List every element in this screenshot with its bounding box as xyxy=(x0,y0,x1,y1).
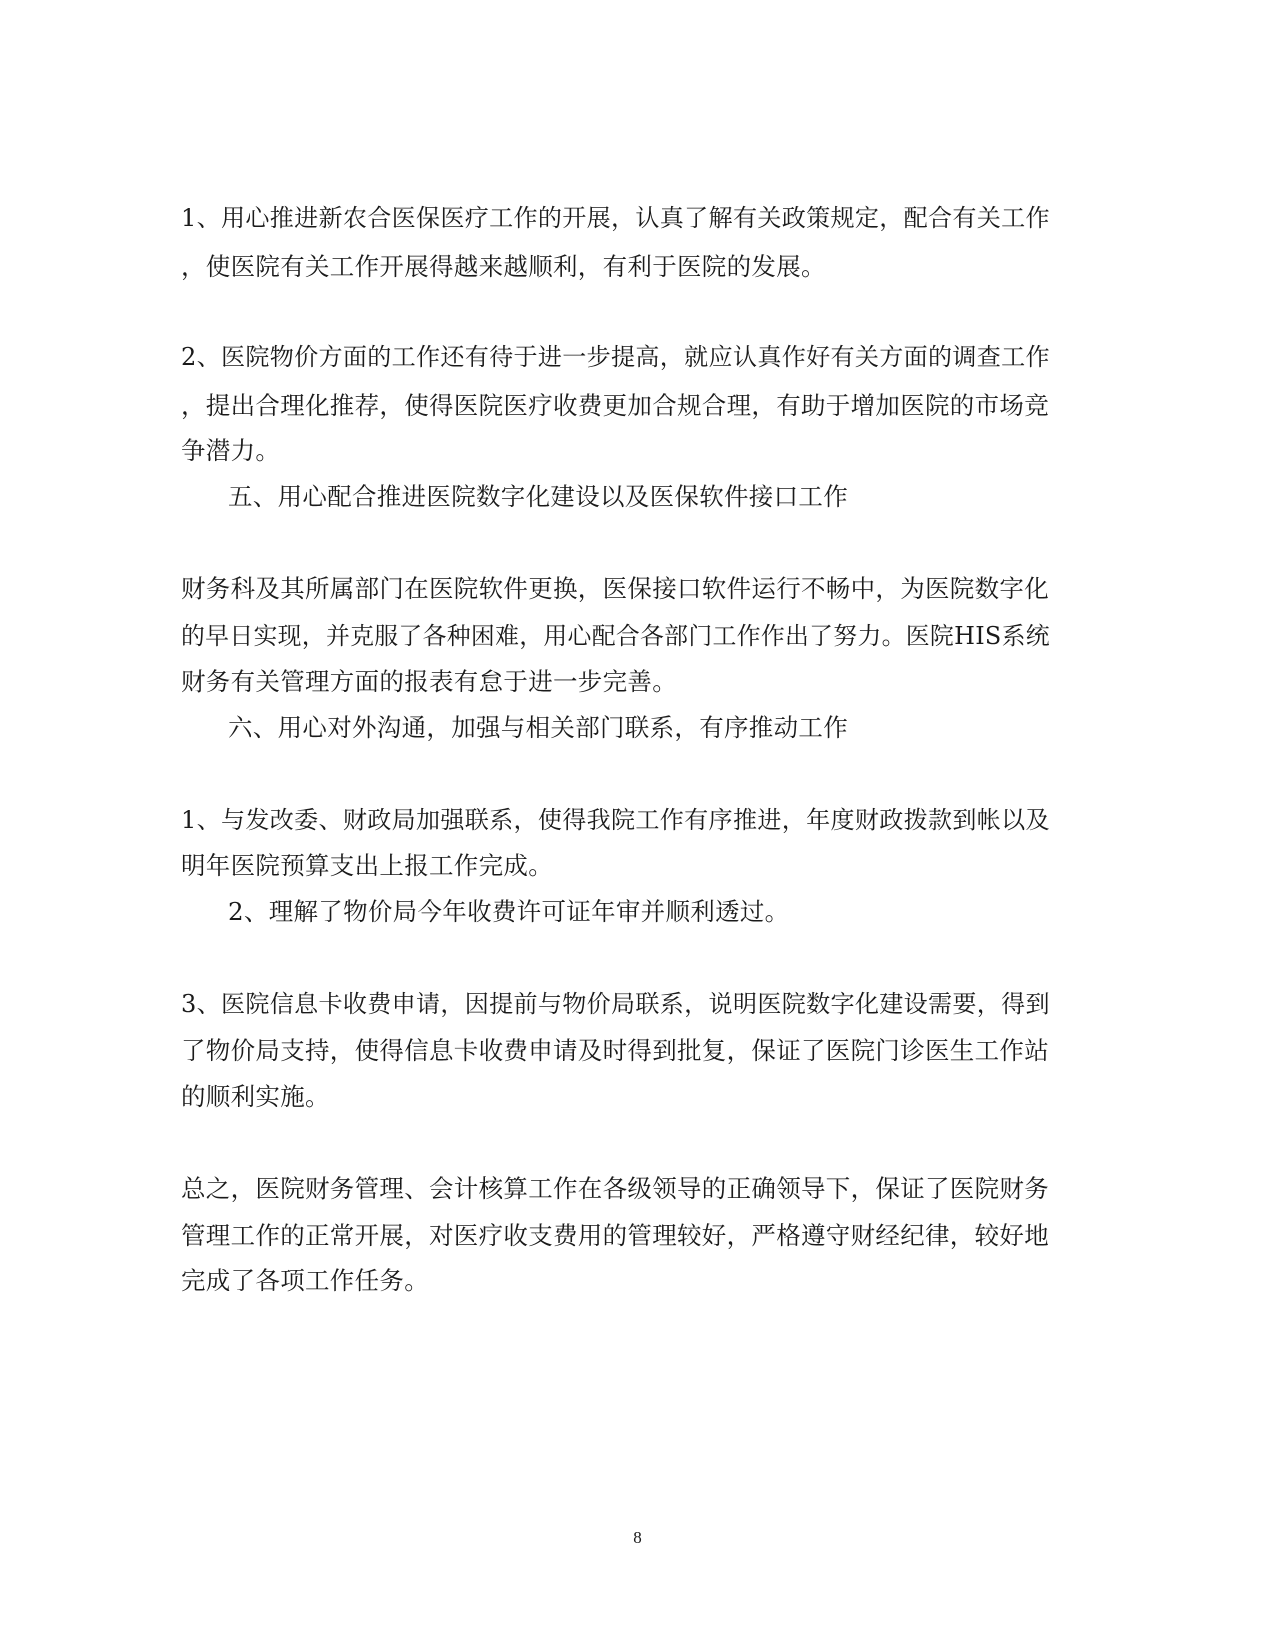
text-line: 财务科及其所属部门在医院软件更换，医保接口软件运行不畅中，为医院数字化 xyxy=(181,574,1049,603)
text-line: 1、用心推进新农合医保医疗工作的开展，认真了解有关政策规定，配合有关工作 xyxy=(181,204,1050,232)
text-line: 管理工作的正常开展，对医疗收支费用的管理较好，严格遵守财经纪律，较好地 xyxy=(181,1221,1049,1250)
text-line: 财务有关管理方面的报表有怠于进一步完善。 xyxy=(181,667,677,696)
section-heading: 六、用心对外沟通，加强与相关部门联系，有序推动工作 xyxy=(228,713,848,742)
text-line: 3、医院信息卡收费申请，因提前与物价局联系，说明医院数字化建设需要，得到 xyxy=(181,990,1050,1018)
text-line: ，提出合理化推荐，使得医院医疗收费更加合规合理，有助于增加医院的市场竞 xyxy=(181,391,1049,420)
text-line: 争潜力。 xyxy=(181,436,281,465)
text-line: 完成了各项工作任务。 xyxy=(181,1266,429,1295)
page-number: 8 xyxy=(633,1528,642,1547)
text-line: 了物价局支持，使得信息卡收费申请及时得到批复，保证了医院门诊医生工作站 xyxy=(181,1036,1049,1065)
text-line: 2、理解了物价局今年收费许可证年审并顺利透过。 xyxy=(228,897,790,926)
text-line: 2、医院物价方面的工作还有待于进一步提高，就应认真作好有关方面的调查工作 xyxy=(181,343,1050,371)
text-line: 总之，医院财务管理、会计核算工作在各级领导的正确领导下，保证了医院财务 xyxy=(181,1174,1049,1203)
text-line: 明年医院预算支出上报工作完成。 xyxy=(181,851,553,880)
text-line: ，使医院有关工作开展得越来越顺利，有利于医院的发展。 xyxy=(181,252,826,281)
text-line: 的顺利实施。 xyxy=(181,1082,330,1111)
section-heading: 五、用心配合推进医院数字化建设以及医保软件接口工作 xyxy=(228,482,848,511)
text-line: 的早日实现，并克服了各种困难，用心配合各部门工作作出了努力。医院HIS系统 xyxy=(181,622,1050,650)
text-line: 1、与发改委、财政局加强联系，使得我院工作有序推进，年度财政拨款到帐以及 xyxy=(181,806,1050,834)
